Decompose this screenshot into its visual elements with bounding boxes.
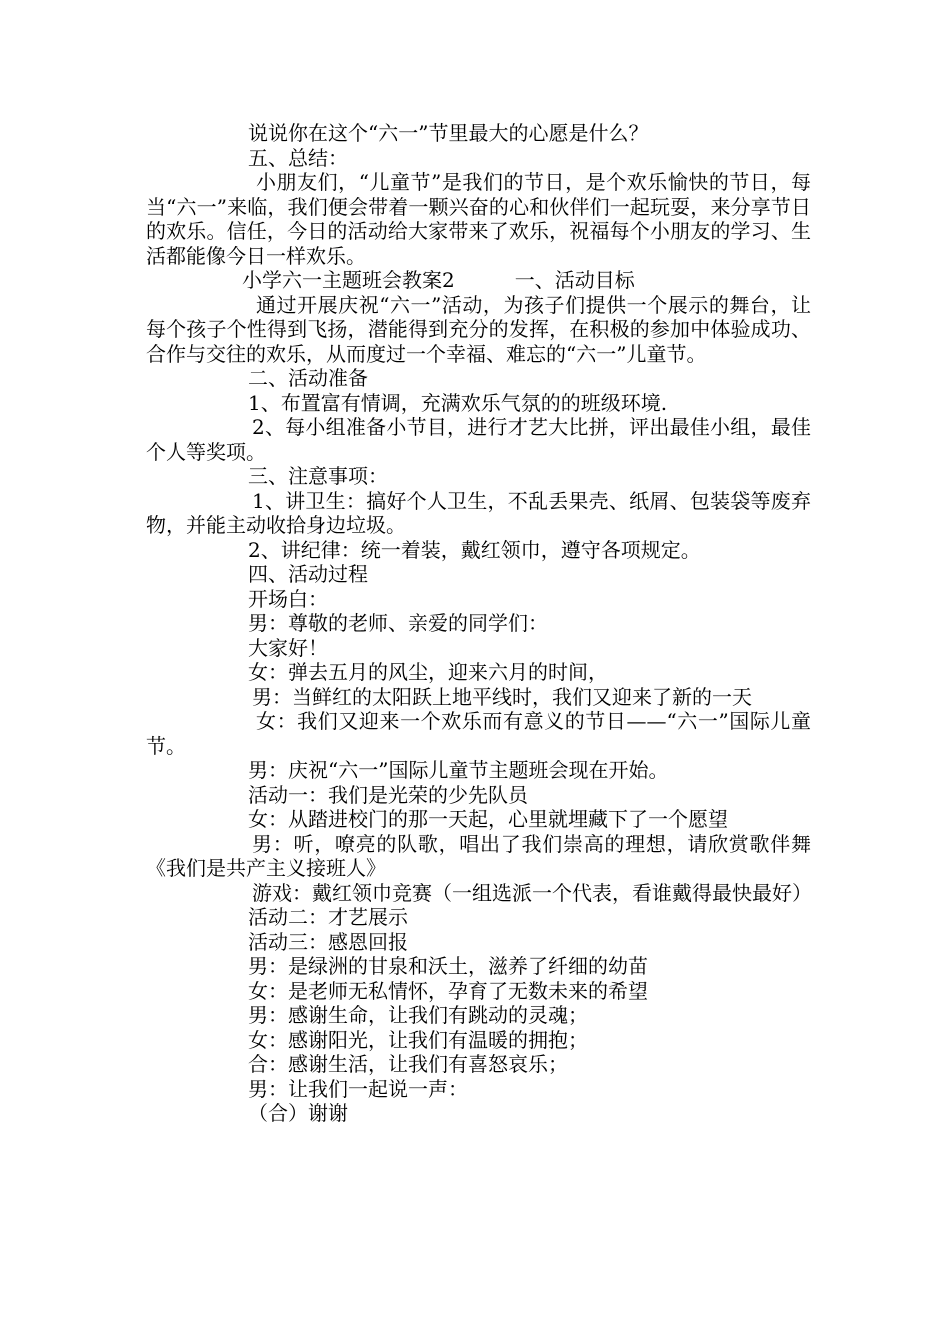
- paragraph: 活动三：感恩回报: [248, 929, 408, 954]
- paragraph: 大家好！: [248, 635, 328, 660]
- paragraph: 男：让我们一起说一声：: [248, 1076, 468, 1101]
- section-heading: 三、注意事项：: [248, 464, 388, 488]
- document-title: 小学六一主题班会教案2 一、活动目标: [242, 268, 635, 292]
- paragraph: （合）谢谢: [248, 1101, 348, 1125]
- section-heading: 二、活动准备: [248, 366, 368, 390]
- paragraph: 2、讲纪律：统一着装，戴红领巾，遵守各项规定。: [248, 537, 701, 562]
- paragraph: 说说你在这个“六一”节里最大的心愿是什么？: [248, 121, 649, 145]
- section-heading: 四、活动过程: [248, 562, 368, 586]
- paragraph: 男：尊敬的老师、亲爱的同学们：: [248, 611, 548, 635]
- paragraph: 女：我们又迎来一个欢乐而有意义的节日——“六一”国际儿童节。: [146, 709, 811, 758]
- section-heading: 五、总结：: [248, 145, 348, 170]
- paragraph: 女：从踏进校门的那一天起，心里就埋藏下了一个愿望: [248, 807, 728, 831]
- paragraph: 小朋友们，“儿童节”是我们的节日，是个欢乐愉快的节日，每当“六一”来临，我们便会带着一颗兴奋的心和伙伴们一起玩耍，来分享节日的欢乐。信任，今日的活动给大家带来了欢乐，祝福每个小朋友的学习、生活都能像今日一样欢乐。: [146, 170, 811, 268]
- paragraph: 男：听，嘹亮的队歌，唱出了我们崇高的理想，请欣赏歌伴舞《我们是共产主义接班人》: [146, 831, 811, 880]
- paragraph: 游戏：戴红领巾竞赛（一组选派一个代表，看谁戴得最快最好）: [252, 880, 812, 905]
- paragraph: 活动二：才艺展示: [248, 905, 408, 929]
- paragraph: 男：是绿洲的甘泉和沃土，滋养了纤细的幼苗: [248, 954, 648, 978]
- paragraph: 1、讲卫生：搞好个人卫生，不乱丢果壳、纸屑、包装袋等废弃物，并能主动收拾身边垃圾。: [146, 488, 811, 537]
- paragraph: 通过开展庆祝“六一”活动，为孩子们提供一个展示的舞台，让每个孩子个性得到飞扬，潜能得到充分的发挥，在积极的参加中体验成功、合作与交往的欢乐，从而度过一个幸福、难忘的“六一”儿童节。: [146, 292, 811, 366]
- document-body: [146, 121, 811, 1126]
- paragraph: 男：庆祝“六一”国际儿童节主题班会现在开始。: [248, 758, 669, 782]
- paragraph: 女：是老师无私情怀，孕育了无数未来的希望: [248, 978, 648, 1003]
- paragraph: 男：感谢生命，让我们有跳动的灵魂；: [248, 1003, 588, 1027]
- paragraph: 合：感谢生活，让我们有喜怒哀乐；: [248, 1052, 568, 1076]
- paragraph: 2、每小组准备小节目，进行才艺大比拼，评出最佳小组，最佳个人等奖项。: [146, 415, 811, 464]
- paragraph: 活动一：我们是光荣的少先队员: [248, 782, 528, 807]
- paragraph: 1、布置富有情调，充满欢乐气氛的的班级环境.: [248, 390, 668, 415]
- paragraph: 男：当鲜红的太阳跃上地平线时，我们又迎来了新的一天: [252, 684, 752, 709]
- paragraph: 女：弹去五月的风尘，迎来六月的时间，: [248, 660, 608, 684]
- paragraph: 女：感谢阳光，让我们有温暖的拥抱；: [248, 1027, 588, 1052]
- paragraph: 开场白：: [248, 586, 328, 611]
